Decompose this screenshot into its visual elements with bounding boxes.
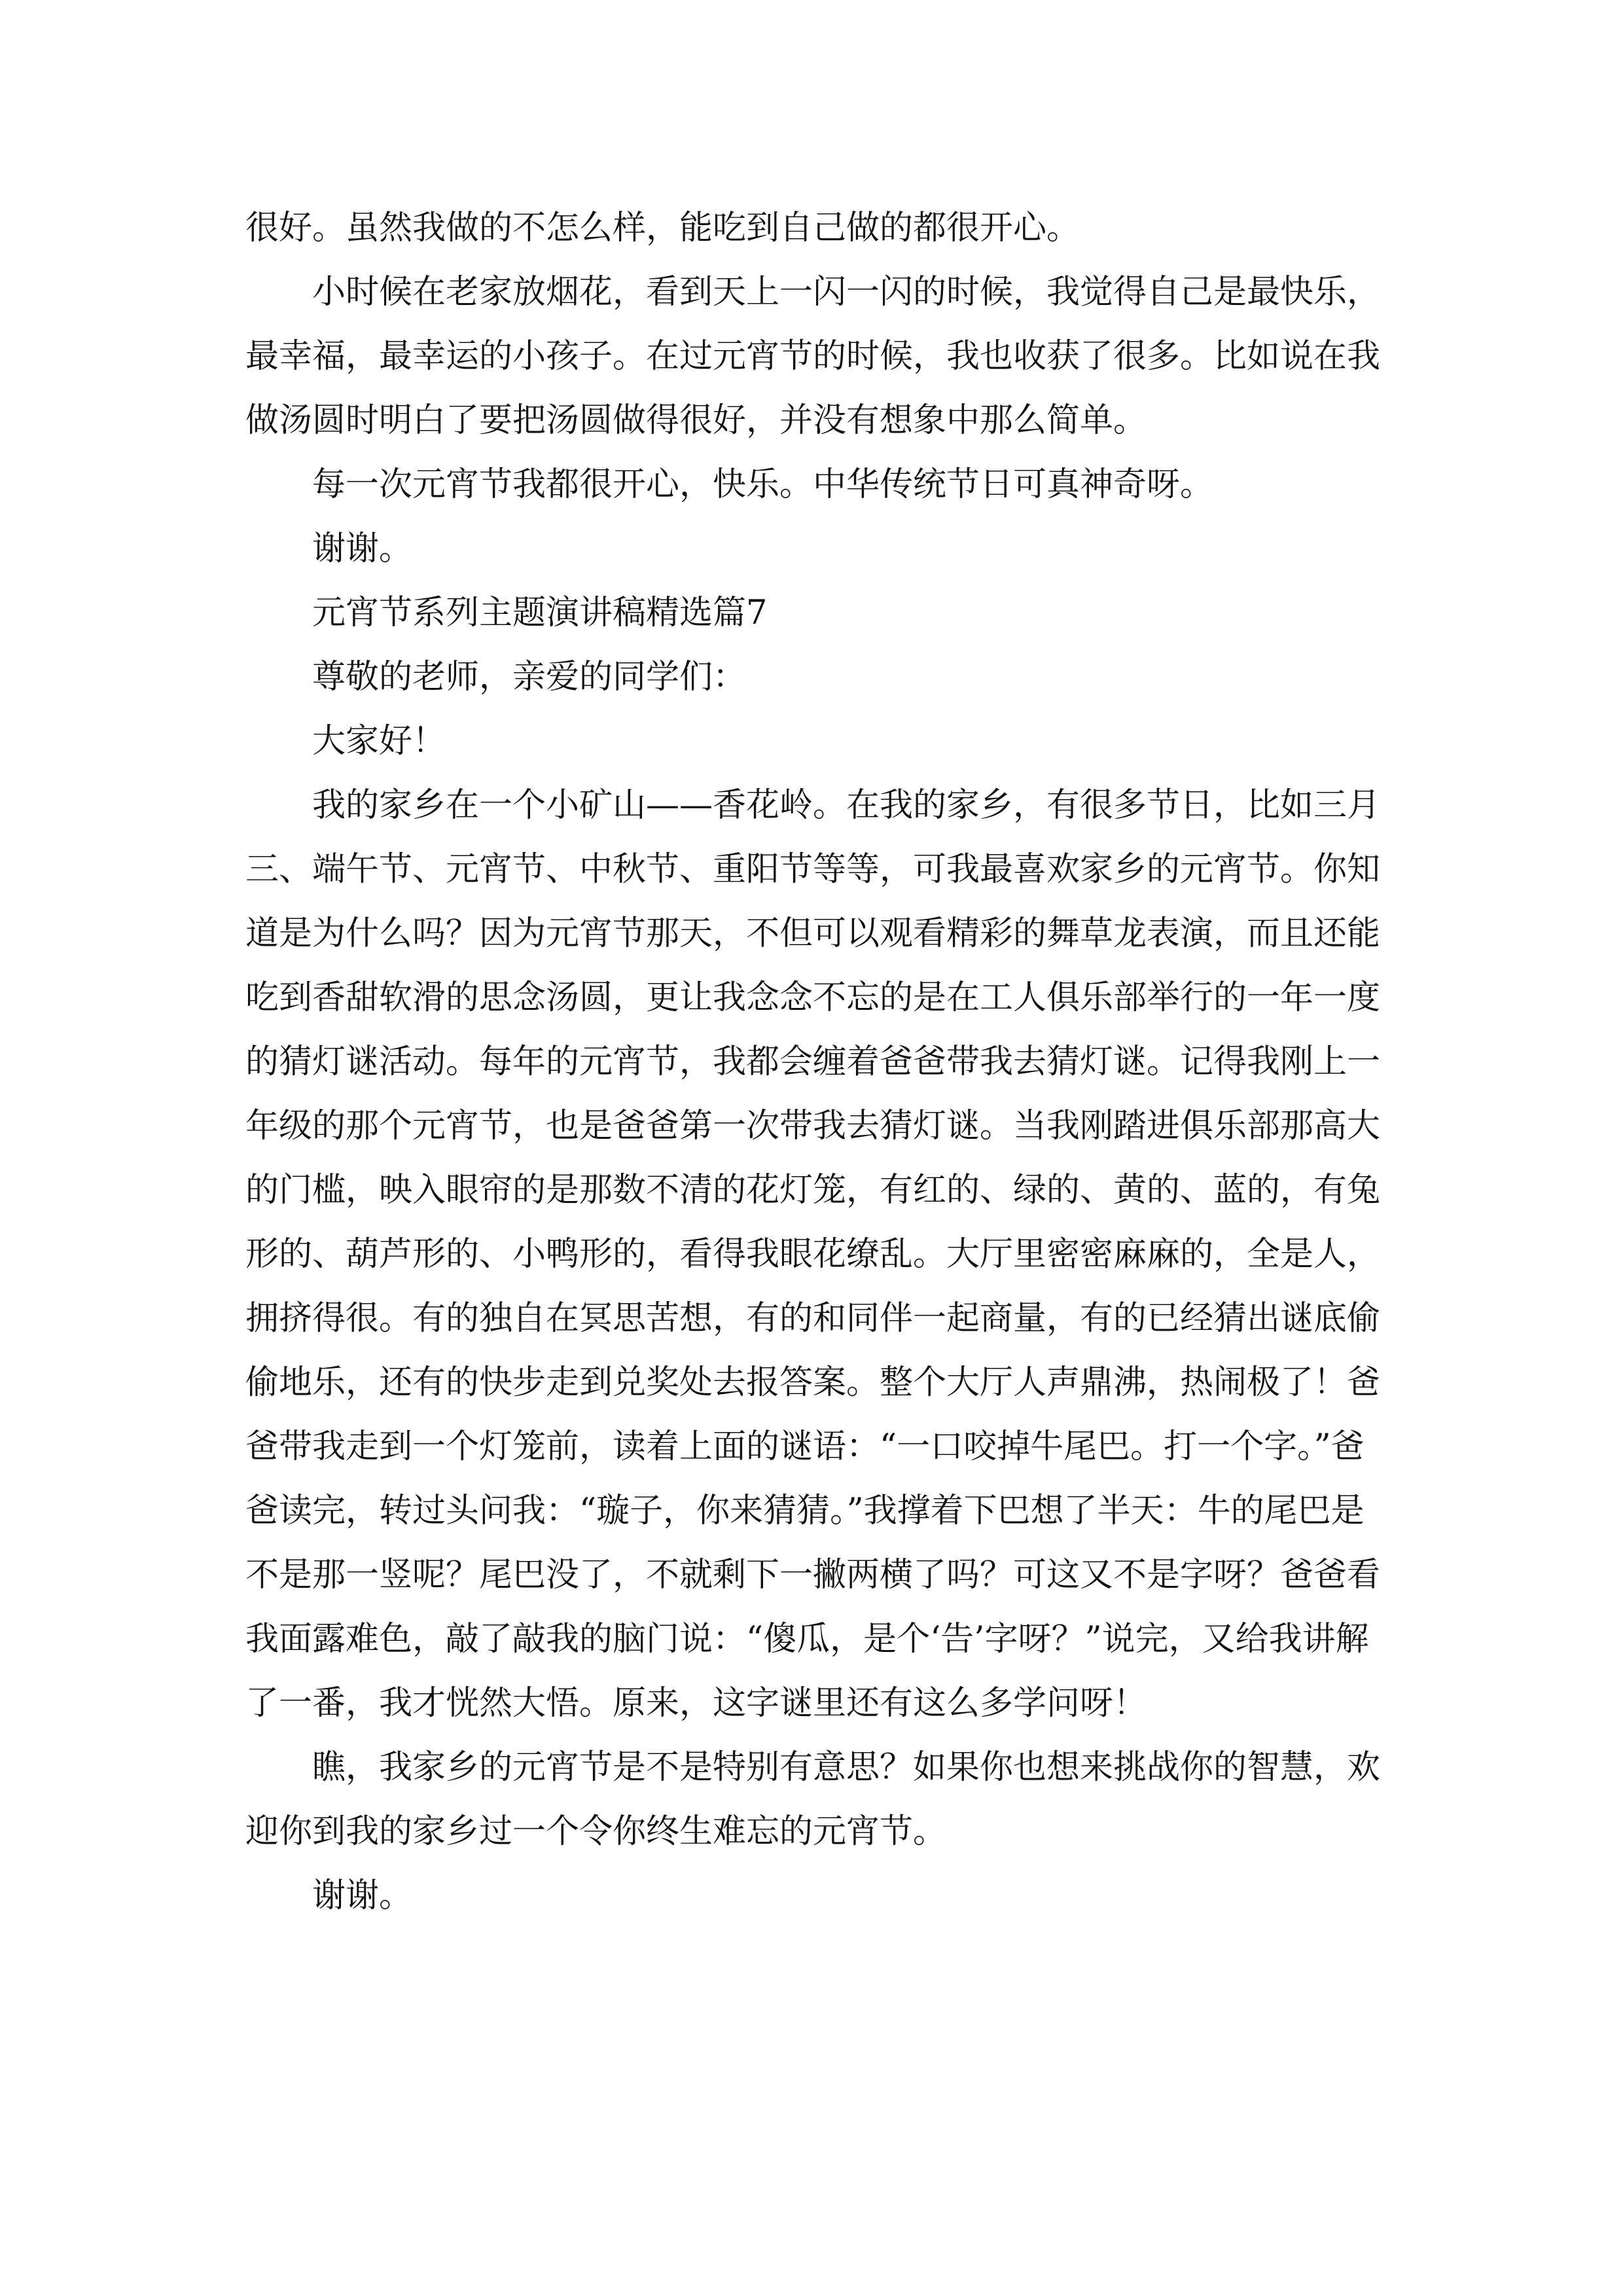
section-heading: 元宵节系列主题演讲稿精选篇7 [312,594,768,632]
paragraph: 我的家乡在一个小矿山——香花岭。在我的家乡，有很多节日，比如三月三、端午节、元宵节、中秋节、重阳节等等，可我最喜欢家乡的元宵节。你知道是为什么吗？因为元宵节那天，不但可以观看精彩的舞草龙表演，而且还能吃到香甜软滑的思念汤圆，更让我念念不忘的是在工人俱乐部举行的一年一度的猜灯谜活动。每年的元宵节，我都会缠着爸爸带我去猜灯谜。记得我刚上一年级的那个元宵节，也是爸爸第一次带我去猜灯谜。当我刚踏进俱乐部那高大的门槛，映入眼帘的是那数不清的花灯笼，有红的、绿的、黄的、蓝的，有兔形的、葫芦形的、小鸭形的，看得我眼花缭乱。大厅里密密麻麻的，全是人，拥挤得很。有的独自在冥思苦想，有的和同伴一起商量，有的已经猜出谜底偷偷地乐，还有的快步走到兑奖处去报答案。整个大厅人声鼎沸，热闹极了！爸爸带我走到一个灯笼前，读着上面的谜语：“一口咬掉牛尾巴。打一个字。”爸爸读完，转过头问我：“璇子，你来猜猜。”我撑着下巴想了半天：牛的尾巴是不是那一竖呢？尾巴没了，不就剩下一撇两横了吗？可这又不是字呀？爸爸看我面露难色，敲了敲我的脑门说：“傻瓜，是个‘告’字呀？”说完，又给我讲解了一番，我才恍然大悟。原来，这字谜里还有这么多学问呀！ [245,786,1381,1723]
paragraph: 小时候在老家放烟花，看到天上一闪一闪的时候，我觉得自己是最快乐，最幸福，最幸运的小孩子。在过元宵节的时候，我也收获了很多。比如说在我做汤圆时明白了要把汤圆做得很好，并没有想象中那么简单。 [245,273,1381,440]
paragraph: 很好。虽然我做的不怎么样，能吃到自己做的都很开心。 [245,209,1080,247]
paragraph: 每一次元宵节我都很开心，快乐。中华传统节日可真神奇呀。 [312,465,1214,504]
paragraph: 谢谢。 [312,529,413,568]
greeting: 大家好！ [312,722,446,761]
document-body [245,196,1397,1928]
closing: 谢谢。 [312,1876,413,1915]
salutation: 尊敬的老师，亲爱的同学们： [312,658,747,696]
paragraph: 瞧，我家乡的元宵节是不是特别有意思？如果你也想来挑战你的智慧，欢迎你到我的家乡过一个令你终生难忘的元宵节。 [245,1748,1381,1851]
